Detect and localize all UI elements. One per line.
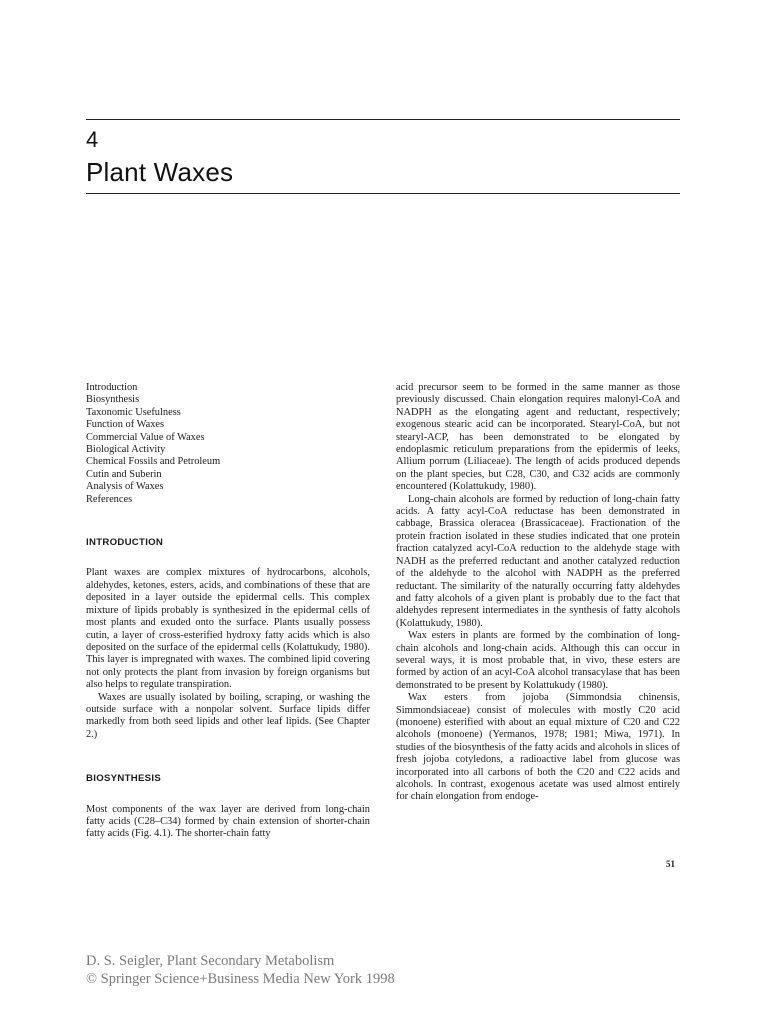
citation-line: D. S. Seigler, Plant Secondary Metabolism [86,953,335,969]
body-paragraph: Most components of the wax layer are derived from long-chain fatty acids (C28–C34) formed by chain extension of shorter-chain fatty acids (Fig. 4.1). The shorter-chain fatty [86,803,370,840]
top-rule [86,119,680,120]
body-paragraph: Wax esters from jojoba (Simmondsia chinensis, Simmondsiaceae) consist of molecules with mostly C20 acid (monoene) esterified with about an equal mixture of C20 and C22 alcohols (monoene) (Yermanos, 1978; 1981; Miwa, 1971). In studies of the biosynthesis of the fatty acids and alcohols in slices of fresh jojoba cotyledons, a radioactive label from glucose was incorporated into all carbons of both the C20 and C22 acids and alcohols. In contrast, exogenous acetate was used almost entirely for chain elongation from endoge- [396,692,680,803]
body-paragraph: Plant waxes are complex mixtures of hydrocarbons, alcohols, aldehydes, ketones, esters, acids, and combinations of these that are deposited in a layer outside the epidermal cells. This complex mixture of lipids probably is synthesized in the epidermal cells of most plants and exuded onto the surface. Plants usually possess cutin, a layer of cross-esterified hydroxy fatty acids which is also deposited on the surface of the epidermal cells (Kolattukudy, 1980). This layer is impregnated with waxes. The combined lipid covering not only protects the plant from invasion by foreign organisms but also helps to regulate transpiration. [86,567,370,691]
page-number: 51 [666,859,675,869]
chapter-contents [86,382,370,506]
toc-item: Analysis of Waxes [86,481,164,493]
right-column [396,382,680,804]
toc-item: Biological Activity [86,444,166,456]
body-paragraph: Wax esters in plants are formed by the combination of long-chain alcohols and long-chain acids. Although this can occur in several ways, it is most probable that, in vivo, these esters are formed by action of an acyl-CoA alcohol transacylase that has been demonstrated to be present by Kolattukudy (1980). [396,630,680,691]
body-paragraph: Waxes are usually isolated by boiling, scraping, or washing the outside surface with a nonpolar solvent. Surface lipids differ markedly from both seed lipids and other leaf lipids. (See Chapter 2.) [86,691,370,740]
body-paragraph: acid precursor seem to be formed in the same manner as those previously discussed. Chain elongation requires malonyl-CoA and NADPH as the elongating agent and reductant, respectively; exogenous stearic acid can be incorporated. Stearyl-CoA, but not stearyl-ACP, has been demonstrated to be elongated by endoplasmic reticulum preparations from the epidermis of leeks, Allium porrum (Liliaceae). The length of acids produced depends on the plant species, but C28, C30, and C32 acids are commonly encountered (Kolattukudy, 1980). [396,382,680,493]
chapter-title: Plant Waxes [86,157,234,187]
toc-item: Introduction [86,382,138,393]
toc-item: Biosynthesis [86,394,140,406]
toc-item: Function of Waxes [86,419,165,431]
toc-item: Taxonomic Usefulness [86,406,181,418]
chapter-number: 4 [86,127,99,152]
left-column [86,382,370,841]
section-heading-biosynthesis: BIOSYNTHESIS [86,773,162,785]
toc-item: References [86,493,133,505]
body-paragraph: Long-chain alcohols are formed by reduction of long-chain fatty acids. A fatty acyl-CoA reductase has been demonstrated in cabbage, Brassica oleracea (Brassicaceae). Fractionation of the protein fraction isolated in these studies indicated that one protein fraction catalyzed acyl-CoA reduction to the aldehyde stage with NADH as the preferred reductant and another catalyzed reduction of the aldehyde to the alcohol with NADPH as the preferred reductant. The similarity of the naturally occurring fatty aldehydes and fatty alcohols of a given plant is probably due to the fact that aldehydes represent intermediates in the synthesis of fatty alcohols (Kolattukudy, 1980). [396,493,680,629]
title-rule [86,193,680,194]
copyright-line: © Springer Science+Business Media New York 1998 [86,971,395,987]
toc-item: Cutin and Suberin [86,468,162,480]
section-heading-introduction: INTRODUCTION [86,537,164,549]
copyright-footer [86,952,395,988]
toc-item: Chemical Fossils and Petroleum [86,456,221,468]
toc-item: Commercial Value of Waxes [86,431,205,443]
